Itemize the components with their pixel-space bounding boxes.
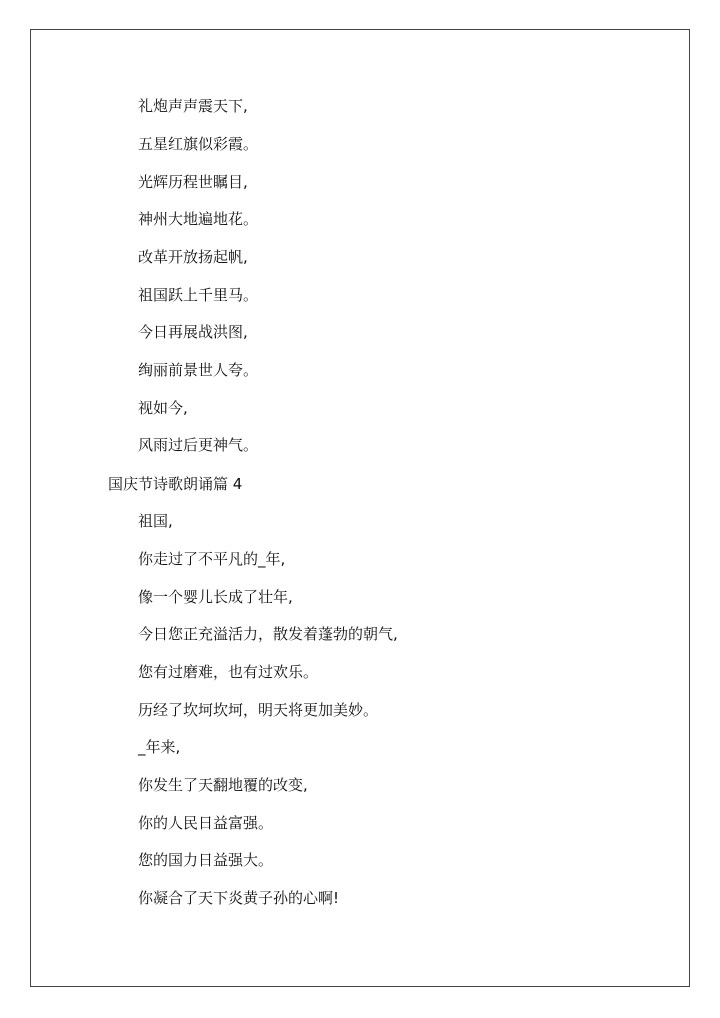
poem-line: 光辉历程世瞩目, <box>138 173 248 191</box>
poem-line: 今日再展战洪图, <box>138 323 248 341</box>
poem-line: 祖国跃上千里马。 <box>138 286 259 304</box>
poem-line: 您的国力日益强大。 <box>138 851 274 869</box>
poem-line: 视如今, <box>138 399 188 417</box>
poem-line: 你凝合了天下炎黄子孙的心啊! <box>138 889 340 907</box>
poem-line: 你的人民日益富强。 <box>138 814 274 832</box>
poem-line: 风雨过后更神气。 <box>138 436 259 454</box>
poem-line: 神州大地遍地花。 <box>138 210 259 228</box>
poem-line: 礼炮声声震天下, <box>138 97 248 115</box>
poem-line: _年来, <box>138 738 181 756</box>
poem-line: 像一个婴儿长成了壮年, <box>138 588 293 606</box>
poem-line: 您有过磨难，也有过欢乐。 <box>138 663 319 681</box>
poem-line: 五星红旗似彩霞。 <box>138 135 259 153</box>
section-heading: 国庆节诗歌朗诵篇 4 <box>108 475 243 493</box>
poem-line: 历经了坎坷坎坷，明天将更加美妙。 <box>138 701 379 719</box>
poem-line: 改革开放扬起帆, <box>138 248 248 266</box>
poem-line: 你走过了不平凡的_年, <box>138 550 286 568</box>
poem-line: 祖国, <box>138 512 173 530</box>
page-border <box>30 29 690 987</box>
poem-line: 绚丽前景世人夸。 <box>138 361 259 379</box>
poem-line: 你发生了天翻地覆的改变, <box>138 776 308 794</box>
poem-line: 今日您正充溢活力，散发着蓬勃的朝气, <box>138 625 398 643</box>
